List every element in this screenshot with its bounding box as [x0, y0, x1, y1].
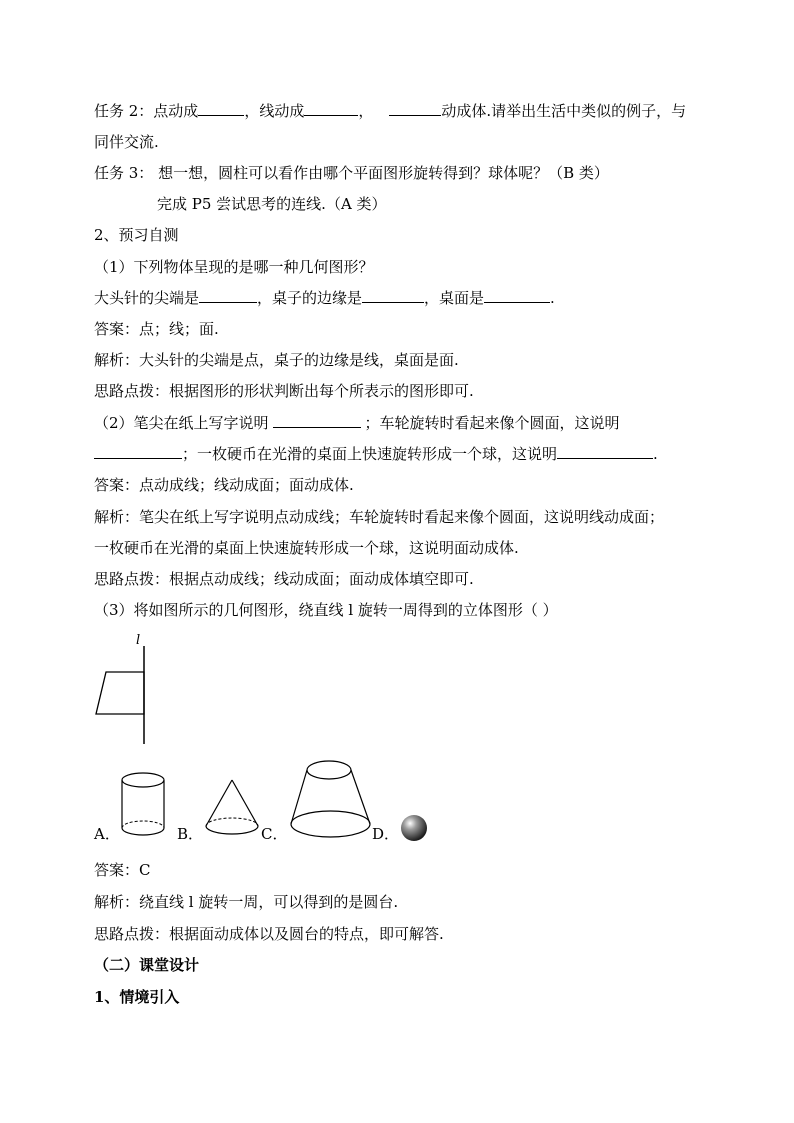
- trapezoid-shape: [96, 672, 144, 714]
- task2-text-1: 任务 2：点动成: [94, 102, 199, 120]
- q2-text-4: .: [653, 445, 658, 463]
- q2-analysis-2: 一枚硬币在光滑的桌面上快速旋转形成一个球，这说明面动成体.: [94, 539, 519, 557]
- task2-text-3: ，: [358, 102, 374, 120]
- q2-text-2: ；车轮旋转时看起来像个圆面，这说明: [364, 414, 620, 432]
- option-c-label: C．: [261, 825, 288, 843]
- option-b-label: B．: [177, 825, 204, 843]
- task2-blank-2: [304, 101, 358, 116]
- task2-blank-1: [198, 101, 244, 116]
- task2-continuation: 同伴交流.: [94, 133, 159, 151]
- q2-blank-2: [94, 444, 182, 459]
- option-d-label: D．: [372, 825, 400, 843]
- q1-text-1: 大头针的尖端是: [94, 289, 200, 307]
- q1-hint: 思路点拨：根据图形的形状判断出每个所表示的图形即可.: [94, 382, 474, 400]
- cone-base-back: [206, 818, 258, 826]
- option-a-label: A．: [94, 825, 120, 843]
- q3-analysis: 解析：绕直线 l 旋转一周，可以得到的是圆台.: [94, 893, 399, 911]
- q2-blank-1: [273, 413, 361, 428]
- task2-blank-3: [389, 101, 441, 116]
- frustum-figure: [286, 756, 376, 842]
- q3-title: （3）将如图所示的几何图形，绕直线 l 旋转一周得到的立体图形（ ）: [94, 601, 558, 619]
- q1-text-4: .: [550, 289, 555, 307]
- q1-text-3: ，桌面是: [424, 289, 485, 307]
- q2-hint: 思路点拨：根据点动成线；线动成面；面动成体填空即可.: [94, 570, 474, 588]
- q2-text-1: （2）笔尖在纸上写字说明: [94, 414, 269, 432]
- cylinder-figure: [118, 770, 170, 840]
- q2-analysis-1: 解析：笔尖在纸上写字说明点动成线；车轮旋转时看起来像个圆面，这说明线动成面；: [94, 508, 665, 526]
- q1-blank-3: [484, 288, 550, 303]
- q2-text-3: ；一枚硬币在光滑的桌面上快速旋转形成一个球，这说明: [182, 445, 558, 463]
- q1-title: （1）下列物体呈现的是哪一种几何图形？: [94, 258, 374, 276]
- q1-blank-2: [362, 288, 424, 303]
- axis-label-l: l: [136, 633, 141, 648]
- q1-text-2: ，桌子的边缘是: [257, 289, 363, 307]
- cylinder-top-ellipse: [122, 773, 164, 787]
- situation-intro-title: 1、情境引入: [94, 988, 180, 1006]
- class-design-title: （二）课堂设计: [94, 956, 200, 974]
- frustum-top-ellipse: [307, 761, 351, 779]
- section2-title: 2、预习自测: [94, 226, 179, 244]
- task2-line: [94, 101, 686, 121]
- q2-line-1: [94, 413, 620, 433]
- q2-answer: 答案：点动成线；线动成面；面动成体.: [94, 476, 354, 494]
- sphere-figure: [398, 812, 430, 844]
- frustum-bottom-ellipse: [291, 811, 370, 837]
- q2-line-2: [94, 444, 658, 464]
- task3-text: 任务 3： 想一想，圆柱可以看作由哪个平面图形旋转得到？球体呢？（B 类）: [94, 164, 609, 182]
- cone-figure: [202, 776, 262, 840]
- q1-analysis: 解析：大头针的尖端是点，桌子的边缘是线，桌面是面.: [94, 351, 459, 369]
- cylinder-bottom-back: [122, 821, 164, 828]
- q2-blank-3: [557, 444, 653, 459]
- task3-p5: 完成 P5 尝试思考的连线.（A 类）: [157, 195, 387, 213]
- q1-blank-1: [199, 288, 257, 303]
- task2-text-4: 动成体.请举出生活中类似的例子，与: [441, 102, 687, 120]
- sphere-shape: [401, 815, 427, 841]
- q1-answer: 答案：点；线；面.: [94, 320, 219, 338]
- cylinder-bottom-front: [122, 828, 164, 835]
- q3-answer: 答案：C: [94, 861, 151, 879]
- q1-fill-line: [94, 288, 555, 308]
- q3-hint: 思路点拨：根据面动成体以及圆台的特点，即可解答.: [94, 925, 444, 943]
- q3-trapezoid-figure: [90, 630, 170, 750]
- task2-text-2: ，线动成: [244, 102, 305, 120]
- cone-base-front: [206, 826, 258, 834]
